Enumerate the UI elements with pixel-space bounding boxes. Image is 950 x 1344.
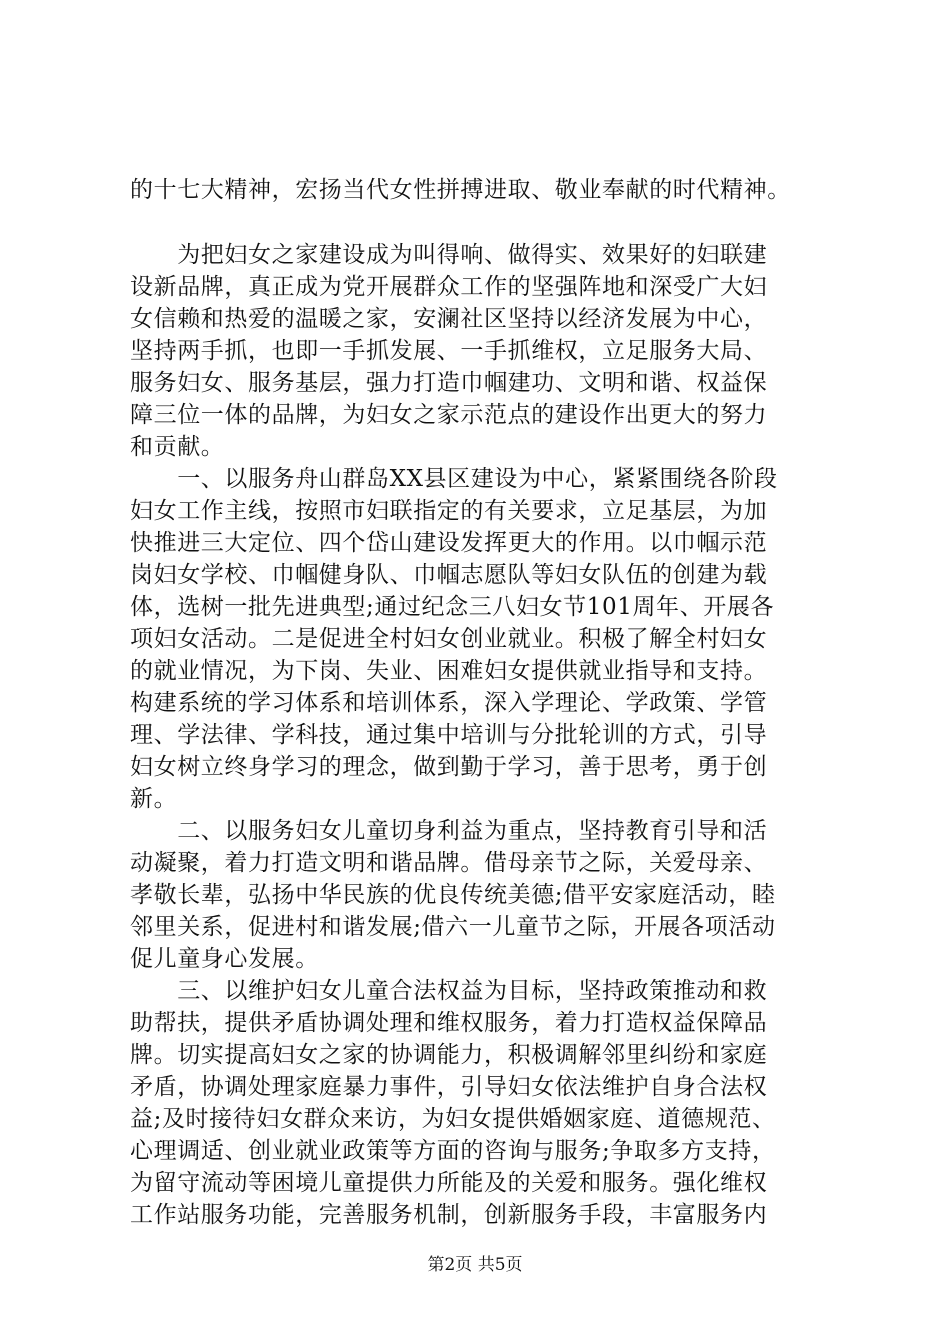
- body-line: 邻里关系，促进村和谐发展;借六一儿童节之际，开展各项活动: [130, 914, 776, 940]
- body-line: 构建系统的学习体系和培训体系，深入学理论、学政策、学管: [130, 690, 768, 716]
- body-line: 孝敬长辈，弘扬中华民族的优良传统美德;借平安家庭活动，睦: [130, 882, 776, 908]
- body-line: 理、学法律、学科技，通过集中培训与分批轮训的方式，引导: [130, 722, 768, 748]
- body-line: 牌。切实提高妇女之家的协调能力，积极调解邻里纠纷和家庭: [130, 1042, 768, 1068]
- body-line: 女信赖和热爱的温暖之家，安澜社区坚持以经济发展为中心，: [130, 306, 768, 332]
- page-footer: 第2页 共5页: [427, 1255, 523, 1275]
- body-line: 为留守流动等困境儿童提供力所能及的关爱和服务。强化维权: [130, 1170, 768, 1196]
- body-line: 设新品牌，真正成为党开展群众工作的坚强阵地和深受广大妇: [130, 274, 768, 300]
- body-line: 二、以服务妇女儿童切身利益为重点，坚持教育引导和活: [130, 818, 768, 844]
- body-line: 动凝聚，着力打造文明和谐品牌。借母亲节之际，关爱母亲、: [130, 850, 768, 876]
- body-line: 妇女树立终身学习的理念，做到勤于学习，善于思考，勇于创: [130, 754, 768, 780]
- body-line: 三、以维护妇女儿童合法权益为目标，坚持政策推动和救: [130, 978, 768, 1004]
- body-line: 岗妇女学校、巾帼健身队、巾帼志愿队等妇女队伍的创建为载: [130, 562, 768, 588]
- body-line: 妇女工作主线，按照市妇联指定的有关要求，立足基层，为加: [130, 498, 768, 524]
- body-line: 和贡献。: [130, 434, 225, 460]
- body-line: 心理调适、创业就业政策等方面的咨询与服务;争取多方支持，: [130, 1138, 776, 1164]
- body-line: 一、以服务舟山群岛XX县区建设为中心，紧紧围绕各阶段: [130, 466, 778, 492]
- body-line: 新。: [130, 786, 178, 812]
- body-line: 益;及时接待妇女群众来访，为妇女提供婚姻家庭、道德规范、: [130, 1106, 776, 1132]
- body-line: 助帮扶，提供矛盾协调处理和维权服务，着力打造权益保障品: [130, 1010, 768, 1036]
- body-line: 促儿童身心发展。: [130, 946, 319, 972]
- body-line: 矛盾，协调处理家庭暴力事件，引导妇女依法维护自身合法权: [130, 1074, 768, 1100]
- body-line: 项妇女活动。二是促进全村妇女创业就业。积极了解全村妇女: [130, 626, 768, 652]
- body-line: 为把妇女之家建设成为叫得响、做得实、效果好的妇联建: [130, 242, 768, 268]
- body-line: 的就业情况，为下岗、失业、困难妇女提供就业指导和支持。: [130, 658, 768, 684]
- body-line: 服务妇女、服务基层，强力打造巾帼建功、文明和谐、权益保: [130, 370, 768, 396]
- lead-line: 的十七大精神，宏扬当代女性拼搏进取、敬业奉献的时代精神。: [130, 177, 791, 203]
- body-line: 障三位一体的品牌，为妇女之家示范点的建设作出更大的努力: [130, 402, 768, 428]
- body-line: 快推进三大定位、四个岱山建设发挥更大的作用。以巾帼示范: [130, 530, 768, 556]
- body-line: 坚持两手抓，也即一手抓发展、一手抓维权，立足服务大局、: [130, 338, 768, 364]
- body-line: 工作站服务功能，完善服务机制，创新服务手段，丰富服务内: [130, 1202, 768, 1228]
- body-line: 体，选树一批先进典型;通过纪念三八妇女节101周年、开展各: [130, 594, 775, 620]
